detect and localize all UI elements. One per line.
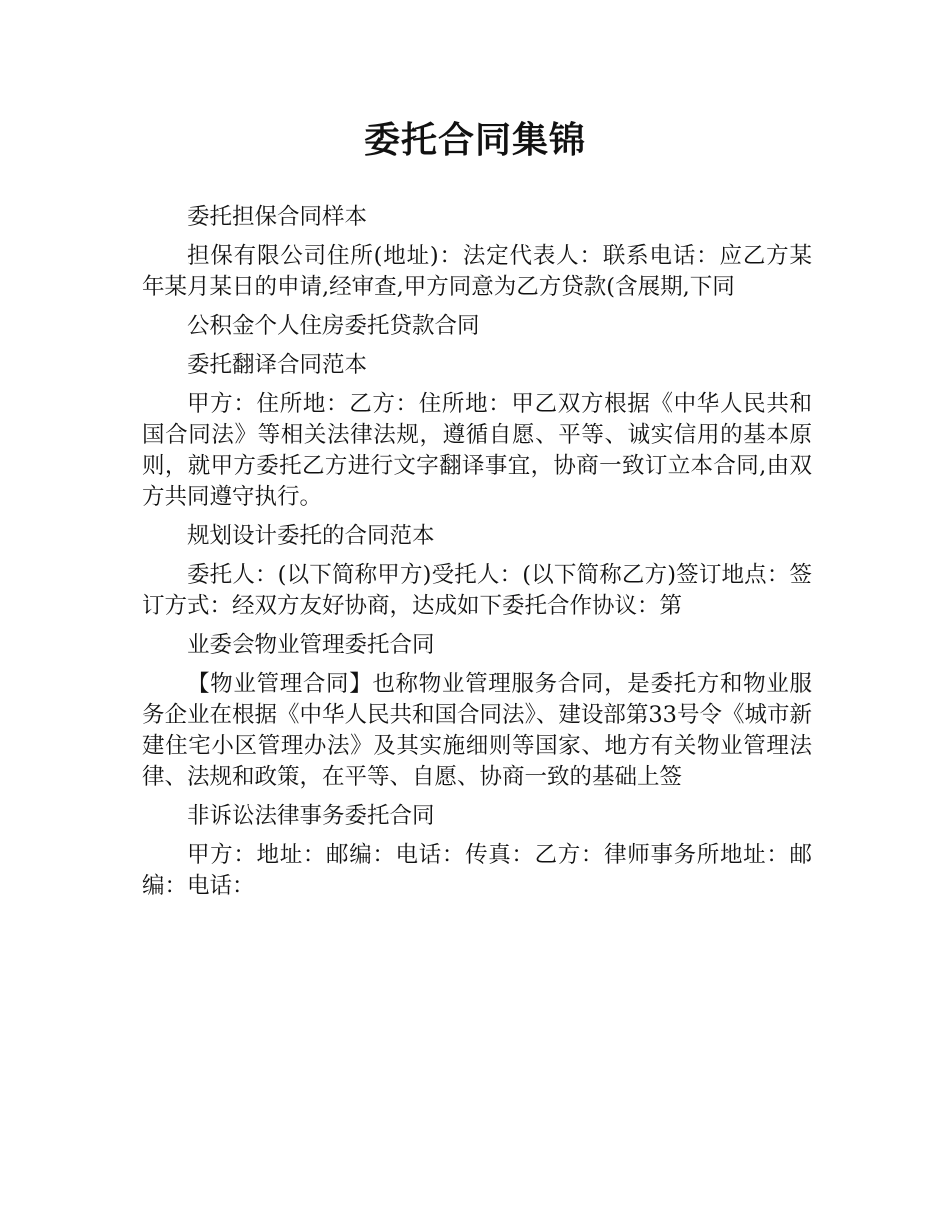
- paragraph-property-excerpt: 【物业管理合同】也称物业管理服务合同，是委托方和物业服务企业在根据《中华人民共和国合同法》、建设部第33号令《城市新建住宅小区管理办法》及其实施细则等国家、地方有关物业管理法律、法规和政策，在平等、自愿、协商一致的基础上签: [142, 671, 812, 790]
- paragraph-translation-excerpt: 甲方：住所地：乙方：住所地：甲乙双方根据《中华人民共和国合同法》等相关法律法规，遵循自愿、平等、诚实信用的基本原则，就甲方委托乙方进行文字翻译事宜，协商一致订立本合同,由双方共同遵守执行。: [142, 391, 812, 510]
- section-heading-property-management: 业委会物业管理委托合同: [187, 632, 435, 658]
- document-title: 委托合同集锦: [363, 120, 586, 161]
- section-heading-provident-fund-loan: 公积金个人住房委托贷款合同: [187, 313, 480, 339]
- document-body: [142, 202, 812, 910]
- paragraph-guarantee-excerpt: 担保有限公司住所(地址)：法定代表人：联系电话：应乙方某年某月某日的申请,经审查,甲方同意为乙方贷款(含展期,下同: [142, 243, 812, 300]
- section-heading-non-litigation: 非诉讼法律事务委托合同: [187, 803, 435, 829]
- section-heading-translation: 委托翻译合同范本: [187, 352, 368, 378]
- paragraph-non-litigation-excerpt: 甲方：地址：邮编：电话：传真：乙方：律师事务所地址：邮编：电话：: [142, 842, 812, 899]
- paragraph-planning-excerpt: 委托人：(以下简称甲方)受托人：(以下简称乙方)签订地点：签订方式：经双方友好协商，达成如下委托合作协议：第: [142, 562, 812, 619]
- section-heading-entrusted-guarantee: 委托担保合同样本: [187, 204, 368, 230]
- section-heading-planning-design: 规划设计委托的合同范本: [187, 523, 435, 549]
